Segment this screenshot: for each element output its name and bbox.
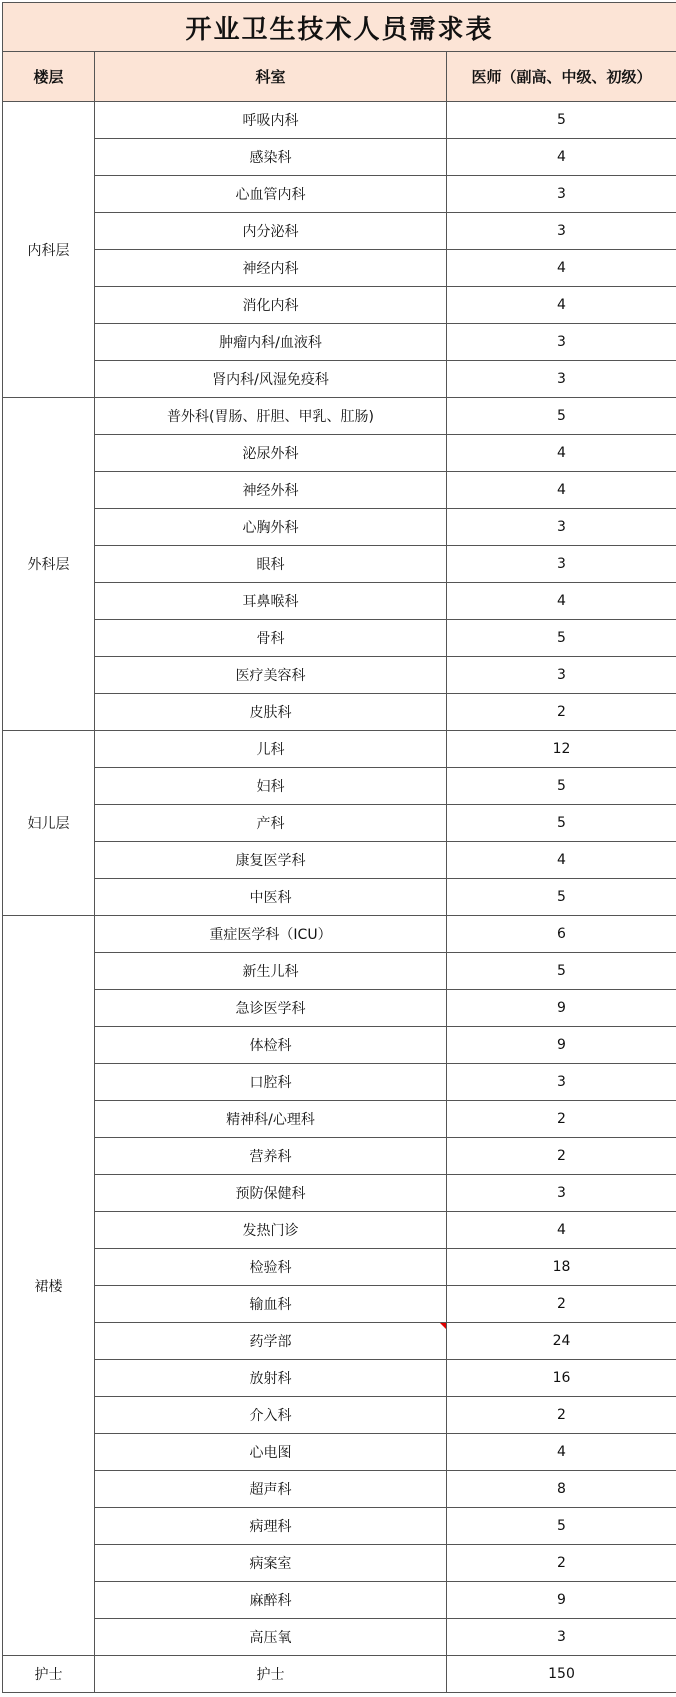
table-row	[3, 1323, 676, 1360]
doctor-count-cell[interactable]: 2	[447, 1101, 676, 1138]
doctor-count-cell[interactable]: 6	[447, 916, 676, 953]
department-cell[interactable]: 呼吸内科	[95, 102, 447, 139]
department-cell[interactable]: 神经外科	[95, 472, 447, 509]
comment-indicator-icon	[440, 1323, 446, 1329]
doctor-count-cell[interactable]: 5	[447, 102, 676, 139]
doctor-count-cell[interactable]: 4	[447, 287, 676, 324]
table-row	[3, 1471, 676, 1508]
doctor-count-cell[interactable]: 3	[447, 546, 676, 583]
header-row	[3, 52, 676, 102]
department-cell[interactable]: 预防保健科	[95, 1175, 447, 1212]
table-row	[3, 1027, 676, 1064]
table-row	[3, 139, 676, 176]
department-cell[interactable]: 肿瘤内科/血液科	[95, 324, 447, 361]
department-cell[interactable]: 眼科	[95, 546, 447, 583]
doctor-count-cell[interactable]: 5	[447, 953, 676, 990]
department-cell[interactable]: 新生儿科	[95, 953, 447, 990]
table-row	[3, 324, 676, 361]
table-row	[3, 1508, 676, 1545]
table-row	[3, 509, 676, 546]
doctor-count-cell[interactable]: 3	[447, 213, 676, 250]
department-cell[interactable]: 麻醉科	[95, 1582, 447, 1619]
doctor-count-cell[interactable]: 3	[447, 1619, 676, 1656]
department-cell[interactable]: 消化内科	[95, 287, 447, 324]
department-cell[interactable]: 体检科	[95, 1027, 447, 1064]
doctor-count-cell[interactable]: 5	[447, 879, 676, 916]
table-row	[3, 1545, 676, 1582]
table-row	[3, 1656, 676, 1693]
department-cell[interactable]: 儿科	[95, 731, 447, 768]
doctor-count-cell[interactable]: 2	[447, 1397, 676, 1434]
department-cell[interactable]: 营养科	[95, 1138, 447, 1175]
doctor-count-cell[interactable]: 4	[447, 139, 676, 176]
table-row	[3, 361, 676, 398]
header-department: 科室	[95, 52, 447, 102]
doctor-count-cell[interactable]: 5	[447, 805, 676, 842]
table-row	[3, 1286, 676, 1323]
doctor-count-cell[interactable]: 24	[447, 1323, 676, 1360]
table-row	[3, 287, 676, 324]
floor-cell[interactable]: 妇儿层	[3, 731, 95, 916]
doctor-count-cell[interactable]: 12	[447, 731, 676, 768]
doctor-count-cell[interactable]: 3	[447, 1064, 676, 1101]
floor-cell[interactable]: 裙楼	[3, 916, 95, 1656]
doctor-count-cell[interactable]: 4	[447, 250, 676, 287]
department-cell[interactable]: 输血科	[95, 1286, 447, 1323]
doctor-count-cell[interactable]: 2	[447, 1138, 676, 1175]
table-body	[3, 102, 676, 1693]
doctor-count-cell[interactable]: 2	[447, 694, 676, 731]
department-cell[interactable]: 重症医学科（ICU）	[95, 916, 447, 953]
department-cell[interactable]: 发热门诊	[95, 1212, 447, 1249]
doctor-count-cell[interactable]: 5	[447, 768, 676, 805]
doctor-count-cell[interactable]: 18	[447, 1249, 676, 1286]
table-row	[3, 805, 676, 842]
table-row	[3, 1138, 676, 1175]
doctor-count-cell[interactable]: 2	[447, 1286, 676, 1323]
doctor-count-cell[interactable]: 5	[447, 398, 676, 435]
table-row	[3, 953, 676, 990]
doctor-count-cell[interactable]: 4	[447, 1434, 676, 1471]
doctor-count-cell[interactable]: 9	[447, 1582, 676, 1619]
doctor-count-cell[interactable]: 16	[447, 1360, 676, 1397]
header-floor: 楼层	[3, 52, 95, 102]
table-row	[3, 1249, 676, 1286]
doctor-count-cell[interactable]: 4	[447, 583, 676, 620]
department-cell[interactable]: 口腔科	[95, 1064, 447, 1101]
table-row	[3, 250, 676, 287]
table-row	[3, 1434, 676, 1471]
table-row	[3, 213, 676, 250]
doctor-count-cell[interactable]: 2	[447, 1545, 676, 1582]
department-cell[interactable]: 介入科	[95, 1397, 447, 1434]
department-cell[interactable]: 精神科/心理科	[95, 1101, 447, 1138]
floor-cell[interactable]: 护士	[3, 1656, 95, 1693]
department-cell[interactable]: 感染科	[95, 139, 447, 176]
table-row	[3, 1212, 676, 1249]
table-row	[3, 583, 676, 620]
department-cell[interactable]: 泌尿外科	[95, 435, 447, 472]
department-cell[interactable]: 中医科	[95, 879, 447, 916]
doctor-count-cell[interactable]: 5	[447, 1508, 676, 1545]
doctor-count-cell[interactable]: 5	[447, 620, 676, 657]
department-cell[interactable]: 心血管内科	[95, 176, 447, 213]
department-cell[interactable]: 放射科	[95, 1360, 447, 1397]
table-row	[3, 1175, 676, 1212]
table-row	[3, 1582, 676, 1619]
department-cell[interactable]: 病案室	[95, 1545, 447, 1582]
table-row	[3, 176, 676, 213]
table-row	[3, 916, 676, 953]
table-row	[3, 620, 676, 657]
table-row	[3, 435, 676, 472]
table-row	[3, 102, 676, 139]
table-row	[3, 1101, 676, 1138]
table-title: 开业卫生技术人员需求表	[3, 3, 676, 52]
doctor-count-cell[interactable]: 3	[447, 657, 676, 694]
department-cell[interactable]: 心电图	[95, 1434, 447, 1471]
department-cell[interactable]: 医疗美容科	[95, 657, 447, 694]
staffing-table	[2, 2, 676, 1693]
doctor-count-cell[interactable]: 3	[447, 176, 676, 213]
department-cell[interactable]: 急诊医学科	[95, 990, 447, 1027]
doctor-count-cell[interactable]: 4	[447, 1212, 676, 1249]
table-row	[3, 731, 676, 768]
table-row	[3, 842, 676, 879]
title-row	[3, 3, 676, 52]
floor-cell[interactable]: 外科层	[3, 398, 95, 731]
table-row	[3, 1360, 676, 1397]
doctor-count-cell[interactable]: 8	[447, 1471, 676, 1508]
table-row	[3, 657, 676, 694]
doctor-count-cell[interactable]: 4	[447, 472, 676, 509]
table-row	[3, 1619, 676, 1656]
department-cell[interactable]: 普外科(胃肠、肝胆、甲乳、肛肠)	[95, 398, 447, 435]
doctor-count-cell[interactable]: 150	[447, 1656, 676, 1693]
table-row	[3, 398, 676, 435]
doctor-count-cell[interactable]: 9	[447, 1027, 676, 1064]
table-row	[3, 990, 676, 1027]
doctor-count-cell[interactable]: 9	[447, 990, 676, 1027]
table-row	[3, 768, 676, 805]
table-row	[3, 1064, 676, 1101]
department-cell[interactable]: 心胸外科	[95, 509, 447, 546]
department-cell[interactable]: 超声科	[95, 1471, 447, 1508]
department-cell[interactable]: 肾内科/风湿免疫科	[95, 361, 447, 398]
table-row	[3, 1397, 676, 1434]
department-cell[interactable]: 妇科	[95, 768, 447, 805]
department-cell[interactable]: 神经内科	[95, 250, 447, 287]
department-cell[interactable]: 产科	[95, 805, 447, 842]
department-cell[interactable]: 护士	[95, 1656, 447, 1693]
doctor-count-cell[interactable]: 4	[447, 842, 676, 879]
department-cell[interactable]: 耳鼻喉科	[95, 583, 447, 620]
department-cell[interactable]: 康复医学科	[95, 842, 447, 879]
table-row	[3, 879, 676, 916]
department-cell[interactable]: 皮肤科	[95, 694, 447, 731]
header-doctors: 医师（副高、中级、初级）	[447, 52, 676, 102]
doctor-count-cell[interactable]: 3	[447, 361, 676, 398]
table-row	[3, 546, 676, 583]
doctor-count-cell[interactable]: 3	[447, 1175, 676, 1212]
floor-cell[interactable]: 内科层	[3, 102, 95, 398]
department-cell[interactable]: 骨科	[95, 620, 447, 657]
department-cell[interactable]: 检验科	[95, 1249, 447, 1286]
doctor-count-cell[interactable]: 3	[447, 509, 676, 546]
doctor-count-cell[interactable]: 4	[447, 435, 676, 472]
department-cell[interactable]: 高压氧	[95, 1619, 447, 1656]
department-cell[interactable]: 内分泌科	[95, 213, 447, 250]
table-row	[3, 694, 676, 731]
department-cell[interactable]: 药学部	[95, 1323, 447, 1360]
doctor-count-cell[interactable]: 3	[447, 324, 676, 361]
department-cell[interactable]: 病理科	[95, 1508, 447, 1545]
table-row	[3, 472, 676, 509]
